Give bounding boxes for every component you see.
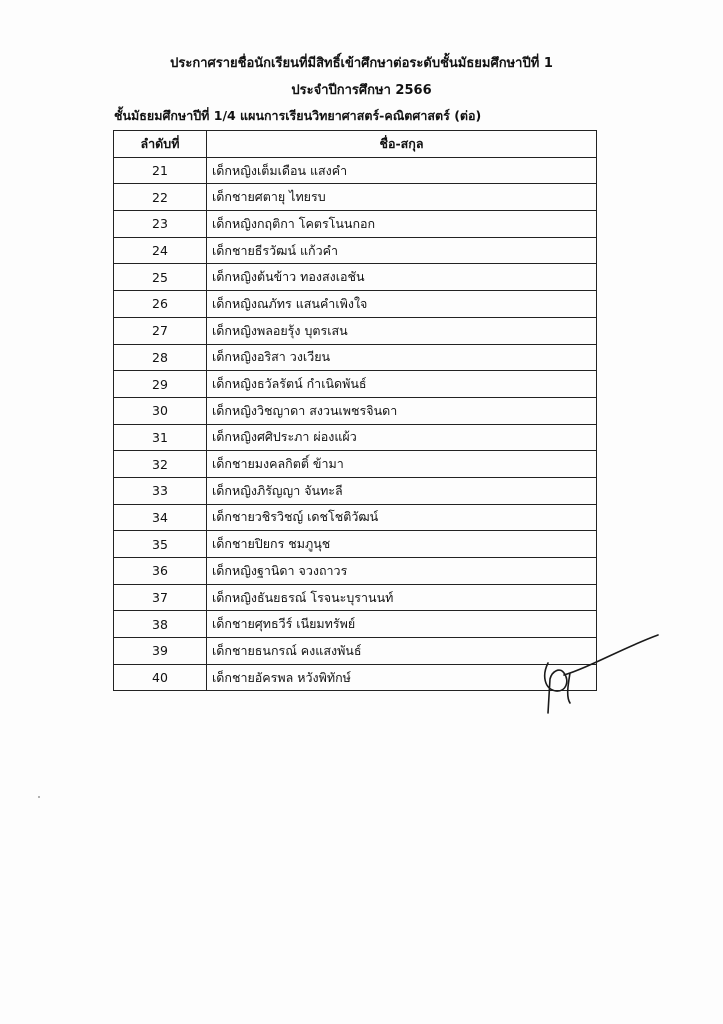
student-name: เด็กหญิงกฤติกา โคตรโนนกอก — [207, 211, 597, 238]
table-row — [114, 397, 597, 424]
student-name: เด็กหญิงต้นข้าว ทองสงเอชัน — [207, 264, 597, 291]
row-number: 29 — [114, 371, 207, 398]
scan-speck — [38, 796, 40, 798]
row-number: 32 — [114, 451, 207, 478]
table-row — [114, 157, 597, 184]
row-number: 24 — [114, 237, 207, 264]
student-name: เด็กชายวชิรวิชญ์ เดชโชติวัฒน์ — [207, 504, 597, 531]
row-number: 34 — [114, 504, 207, 531]
row-number: 28 — [114, 344, 207, 371]
student-name: เด็กชายศุทธวีร์ เนียมทรัพย์ — [207, 611, 597, 638]
row-number: 37 — [114, 584, 207, 611]
table-row — [114, 477, 597, 504]
student-name: เด็กหญิงอริสา วงเวียน — [207, 344, 597, 371]
table-row — [114, 451, 597, 478]
table-row — [114, 344, 597, 371]
row-number: 39 — [114, 638, 207, 665]
signature — [530, 625, 670, 725]
row-number: 36 — [114, 558, 207, 585]
student-name: เด็กชายปิยกร ชมภูนุช — [207, 531, 597, 558]
student-name: เด็กชายศตายุ ไทยรบ — [207, 184, 597, 211]
student-name: เด็กหญิงณภัทร แสนคำเพิงใจ — [207, 291, 597, 318]
student-name: เด็กหญิงธวัลรัตน์ กำเนิดพันธ์ — [207, 371, 597, 398]
row-number: 38 — [114, 611, 207, 638]
row-number: 26 — [114, 291, 207, 318]
student-name: เด็กชายธีรวัฒน์ แก้วคำ — [207, 237, 597, 264]
table-row — [114, 558, 597, 585]
row-number: 27 — [114, 317, 207, 344]
student-name: เด็กชายธนกรณ์ คงแสงพันธ์ — [207, 638, 597, 665]
table-row — [114, 184, 597, 211]
table-row — [114, 291, 597, 318]
header-number: ลำดับที่ — [114, 131, 207, 158]
table-row — [114, 211, 597, 238]
table-row — [114, 504, 597, 531]
table-row — [114, 531, 597, 558]
row-number: 33 — [114, 477, 207, 504]
row-number: 22 — [114, 184, 207, 211]
table-header-row — [114, 131, 597, 158]
table-row — [114, 237, 597, 264]
student-name: เด็กหญิงพลอยรุ้ง บุตรเสน — [207, 317, 597, 344]
row-number: 25 — [114, 264, 207, 291]
table-row — [114, 664, 597, 691]
student-name: เด็กหญิงภิรัญญา จันทะลี — [207, 477, 597, 504]
document-title: ประกาศรายชื่อนักเรียนที่มีสิทธิ์เข้าศึกษาต่อระดับชั้นมัธยมศึกษาปีที่ 1 — [170, 56, 553, 71]
student-name: เด็กหญิงศศิประภา ผ่องแผ้ว — [207, 424, 597, 451]
table-row — [114, 424, 597, 451]
header-name: ชื่อ-สกุล — [207, 131, 597, 158]
student-name: เด็กหญิงวิชญาดา สงวนเพชรจินดา — [207, 397, 597, 424]
table-row — [114, 638, 597, 665]
row-number: 23 — [114, 211, 207, 238]
student-name: เด็กหญิงเต็มเดือน แสงคำ — [207, 157, 597, 184]
table-row — [114, 264, 597, 291]
student-table — [113, 130, 597, 691]
student-name: เด็กหญิงธันยธรณ์ โรจนะบุรานนท์ — [207, 584, 597, 611]
student-name: เด็กชายมงคลกิตติ์ ข้ามา — [207, 451, 597, 478]
academic-year: ประจำปีการศึกษา 2566 — [291, 83, 432, 98]
student-name: เด็กหญิงฐานิดา จวงถาวร — [207, 558, 597, 585]
table-row — [114, 584, 597, 611]
table-row — [114, 371, 597, 398]
student-name: เด็กชายอัครพล หวังพิทักษ์ — [207, 664, 597, 691]
row-number: 21 — [114, 157, 207, 184]
row-number: 31 — [114, 424, 207, 451]
row-number: 35 — [114, 531, 207, 558]
row-number: 40 — [114, 664, 207, 691]
class-subtitle: ชั้นมัธยมศึกษาปีที่ 1/4 แผนการเรียนวิทยาศาสตร์-คณิตศาสตร์ (ต่อ) — [114, 108, 482, 123]
table-row — [114, 317, 597, 344]
row-number: 30 — [114, 397, 207, 424]
table-row — [114, 611, 597, 638]
